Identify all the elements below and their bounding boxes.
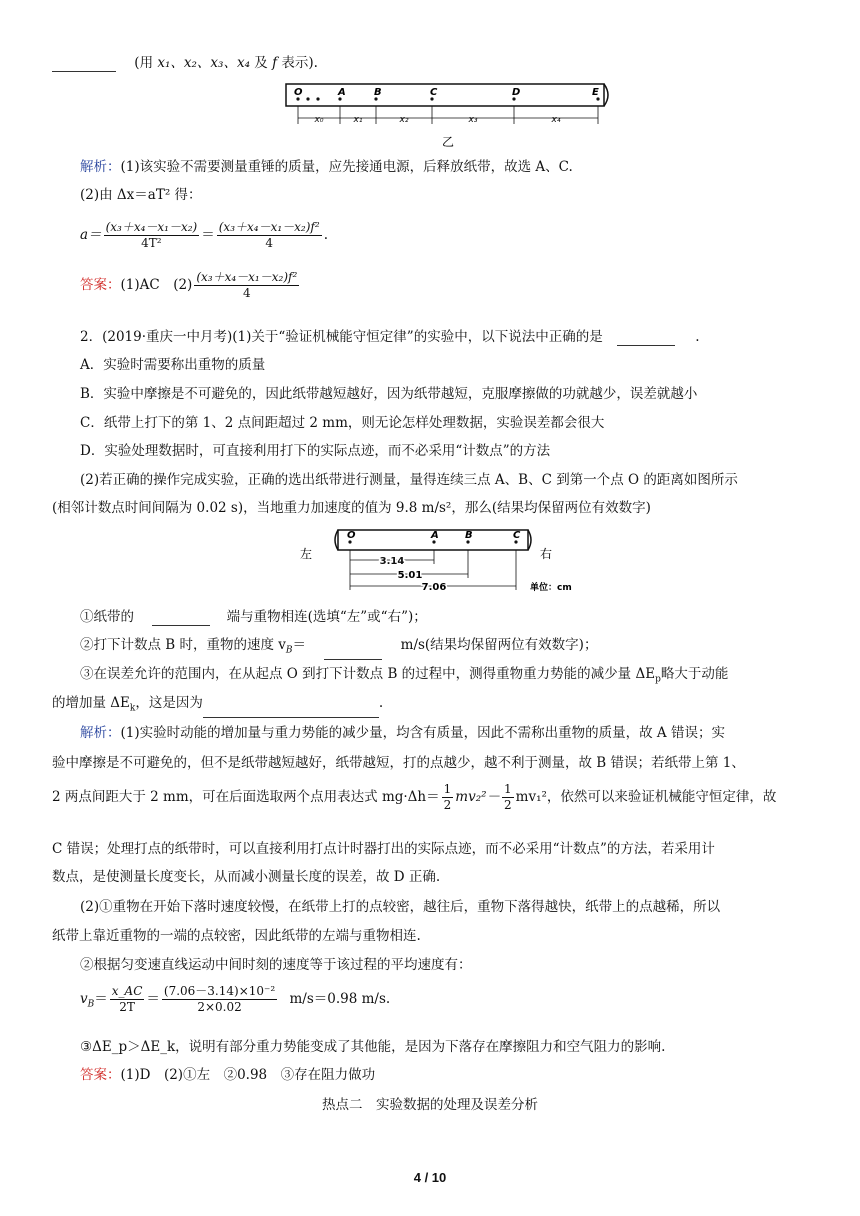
sub-question-3-line2: 的增加量 $\Delta E_k$，这是因为 . — [52, 694, 383, 718]
sub-question-1: ①纸带的 端与重物相连(选填“左”或“右”)； — [80, 609, 427, 625]
fraction: $\frac{\text{(x₃＋x₄－x₁－x₂)}}{\text{4T²}}$ — [105, 220, 198, 250]
fig1-seg-label: x₃ — [468, 115, 478, 125]
eq-equals: ＝ — [201, 227, 215, 243]
answer-blank — [203, 703, 379, 718]
fig2-point-label: A — [431, 530, 439, 541]
option-b: B．实验中摩擦是不可避免的，因此纸带越短越好，因为纸带越短，克服摩擦做的功就越少，误差就越小 — [80, 386, 698, 402]
and-text: 及 — [254, 55, 268, 71]
q2-jiexi-line3: 2 两点间距大于 2 mm，可在后面选取两个点用表达式 mg·Δh＝ $\frac{1}{2}$ mv₂²－ $\frac{1}{2}$ mv₁²，依然可以来验证机械能守恒定律，故 — [52, 782, 777, 812]
fig1-seg-label: x₀ — [314, 115, 324, 125]
jiexi-text: (1)该实验不需要测量重锤的质量，应先接通电源，后释放纸带，故选 A、C. — [120, 159, 573, 175]
fig1-point-label: C — [430, 87, 438, 98]
fraction: $\frac{1}{2}$ — [504, 782, 512, 812]
fig2-point-label: C — [513, 530, 521, 541]
answer-text: (1)AC (2) — [120, 277, 193, 293]
answer-blank — [324, 645, 382, 660]
velocity-equation: $v_B=$ $\frac{x\_AC}{2T}$ ＝ $\frac{\text{(7.06－3.14)×10⁻²}}{2\times 0.02}$ m/s＝0.98 m/s. — [80, 984, 391, 1014]
answer-blank — [152, 611, 210, 626]
q2-jiexi-line6: (2)①重物在开始下落时速度较慢，在纸带上打的点较密，越往后，重物下落得越快，纸带上的点越稀，所以 — [80, 899, 721, 915]
fraction: $\frac{1}{2}$ — [443, 782, 452, 812]
f-var: f — [272, 55, 278, 71]
fig2-unit: 单位：cm — [530, 583, 572, 593]
vars-text: x₁、x₂、x₃、x₄ — [157, 55, 250, 71]
fig1-caption: 乙 — [442, 135, 455, 149]
fig1-seg-label: x₄ — [551, 115, 561, 125]
q2-answer: 答案：(1)D (2)①左 ②0.98 ③存在阻力做功 — [80, 1067, 376, 1083]
q2-jiexi-line4: C 错误；处理打点的纸带时，可以直接利用打点计时器打出的实际点迹，而不必采用“计数点”的方法，若采用计 — [52, 841, 715, 857]
fig1-point-label: D — [512, 87, 521, 98]
q2-jiexi-line8: ②根据匀变速直线运动中间时刻的速度等于该过程的平均速度有： — [80, 957, 472, 973]
q2-jiexi-line2: 验中摩擦是不可避免的，但不是纸带越短越好，纸带越短，打的点越少，越不利于测量，故 B 错误；若纸带上第 1、 — [52, 755, 745, 771]
tape-figure-2 — [300, 524, 600, 600]
answer-blank — [617, 331, 675, 346]
answer-blank — [52, 57, 116, 72]
q2-jiexi-line9: ③ΔE_p＞ΔE_k，说明有部分重力势能变成了其他能，是因为下落存在摩擦阻力和空气阻力的影响. — [80, 1039, 666, 1055]
page-number: 4 / 10 — [413, 1170, 447, 1185]
fig2-point-label: O — [347, 530, 356, 541]
fig1-seg-label: x₂ — [399, 115, 409, 125]
fig2-point-label: B — [465, 530, 473, 541]
q2-jiexi-line1: 解析：(1)实验时动能的增加量与重力势能的减少量，均含有质量，因此不需称出重物的质量，故 A 错误；实 — [80, 725, 725, 741]
answer-label: 答案： — [80, 277, 121, 293]
q2-jiexi-line7: 纸带上靠近重物的一端的点较密，因此纸带的左端与重物相连. — [52, 928, 421, 944]
section-heading: 热点二 实验数据的处理及误差分析 — [322, 1097, 538, 1113]
fig1-point-label: O — [294, 87, 303, 98]
fig1-point-label: E — [592, 87, 599, 98]
q2-stem: 2．(2019·重庆一中月考)(1)关于“验证机械能守恒定律”的实验中，以下说法中正确的是 . — [80, 329, 700, 345]
paren-text: (用 — [134, 55, 154, 71]
q2-part2-line1: (2)若正确的操作完成实验，正确的选出纸带进行测量，量得连续三点 A、B、C 到第一个点 O 的距离如图所示 — [80, 472, 738, 488]
q2-jiexi-line5: 数点，是使测量长度变长，从而减小测量长度的误差，故 D 正确. — [52, 869, 441, 885]
q1-equation — [80, 218, 328, 252]
q2-part2-line2: (相邻计数点时间间隔为 0.02 s)，当地重力加速度的值为 9.8 m/s²，那么(结果均保留两位有效数字) — [52, 500, 651, 516]
q1-jiexi-line1 — [80, 158, 573, 176]
suffix-text: 表示). — [281, 55, 318, 71]
fig2-dim-label: 5.01 — [397, 570, 423, 581]
q1-answer — [80, 268, 301, 302]
fraction: $\frac{\text{(x₃＋x₄－x₁－x₂)f²}}{4}$ — [218, 220, 320, 250]
fig2-dim-label: 7.06 — [421, 582, 447, 593]
stem-text: 2．(2019·重庆一中月考)(1)关于“验证机械能守恒定律”的实验中，以下说法中正确的是 — [80, 329, 603, 345]
fig2-dim-label: 3.14 — [379, 556, 405, 567]
fig1-point-label: A — [338, 87, 346, 98]
fig1-seg-label: x₁ — [353, 115, 363, 125]
fraction: $\frac{\text{(x₃＋x₄－x₁－x₂)f²}}{4}$ — [196, 270, 298, 300]
answer-label: 答案： — [80, 1067, 121, 1083]
sub-question-2: ②打下计数点 B 时，重物的速度 $v_B= m/s$(结果均保留两位有效数字)； — [80, 636, 597, 660]
option-d: D．实验处理数据时，可直接利用打下的实际点迹，而不必采用“计数点”的方法 — [80, 443, 551, 459]
option-a: A．实验时需要称出重物的质量 — [80, 357, 266, 373]
fig2-left-label: 左 — [300, 547, 313, 561]
option-c: C．纸带上打下的第 1、2 点间距超过 2 mm，则无论怎样处理数据，实验误差都会很大 — [80, 415, 605, 431]
fraction: $\frac{x\_AC}{2T}$ — [111, 984, 143, 1014]
sub-question-3-line1: ③在误差允许的范围内，在从起点 O 到打下计数点 B 的过程中，测得重物重力势能的减少量 $\Delta E_p$略大于动能 — [80, 666, 729, 685]
q1-jiexi-line2: (2)由 Δx＝aT² 得： — [80, 187, 202, 203]
eq-lhs: a＝ — [80, 227, 102, 243]
fill-line-top — [52, 54, 318, 72]
jiexi-label: 解析： — [80, 725, 121, 741]
fig1-point-label: B — [374, 87, 382, 98]
jiexi-label: 解析： — [80, 159, 121, 175]
fraction: $\frac{\text{(7.06－3.14)×10⁻²}}{2\times 0.02}$ — [163, 984, 276, 1014]
tape-figure-1 — [280, 80, 620, 152]
fig2-right-label: 右 — [540, 547, 553, 561]
eq-end: . — [323, 227, 328, 243]
